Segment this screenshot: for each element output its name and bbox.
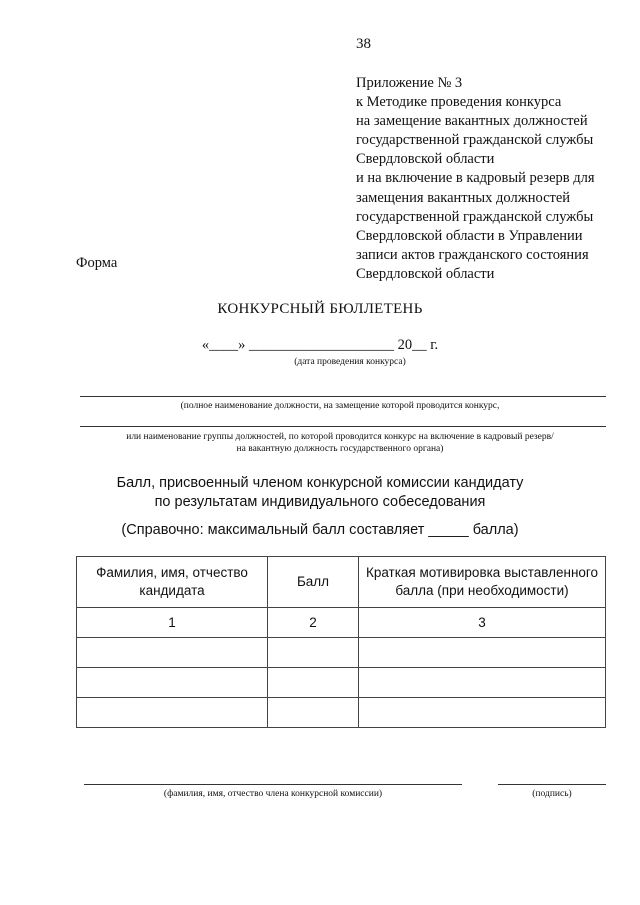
table-cell <box>359 638 606 668</box>
table-cell <box>268 698 359 728</box>
member-name-caption: (фамилия, имя, отчество члена конкурсной комиссии) <box>163 789 383 799</box>
position-caption-2: или наименование группы должностей, по которой проводится конкурс на включение в кадровый резерв/ <box>126 432 554 442</box>
reference-note: (Справочно: максимальный балл составляет _____ балла) <box>121 522 519 538</box>
column-number: 2 <box>268 608 359 638</box>
position-fill-line-2 <box>80 426 606 427</box>
page-number: 38 <box>356 36 371 52</box>
appendix-line: записи актов гражданского состояния <box>356 246 589 263</box>
appendix-line: к Методике проведения конкурса <box>356 94 562 111</box>
heading-line-1: Балл, присвоенный членом конкурсной комиссии кандидату <box>116 475 524 491</box>
table-cell <box>268 638 359 668</box>
appendix-line: Свердловской области <box>356 265 495 282</box>
appendix-line: замещения вакантных должностей <box>356 189 571 206</box>
table-cell <box>268 668 359 698</box>
table-header-row <box>77 557 606 608</box>
position-caption-3: на вакантную должность государственного органа) <box>236 444 444 454</box>
header-candidate-name: Фамилия, имя, отчество кандидата <box>77 557 268 608</box>
position-caption-1: (полное наименование должности, на замещение которой проводится конкурс, <box>180 401 500 411</box>
appendix-line: Свердловской области <box>356 151 495 168</box>
table-row <box>77 698 606 728</box>
column-number: 1 <box>77 608 268 638</box>
appendix-line: на замещение вакантных должностей <box>356 113 588 130</box>
table-cell <box>359 668 606 698</box>
signature-line <box>498 784 606 785</box>
document-title: КОНКУРСНЫЙ БЮЛЛЕТЕНЬ <box>217 301 423 317</box>
header-motivation: Краткая мотивировка выставленного балла (при необходимости) <box>359 557 606 608</box>
header-score: Балл <box>268 557 359 608</box>
table-cell <box>77 668 268 698</box>
section-heading <box>0 474 640 511</box>
signature-caption: (подпись) <box>532 789 572 799</box>
table-cell <box>77 698 268 728</box>
column-number-row <box>77 608 606 638</box>
table-cell <box>77 638 268 668</box>
heading-line-2: по результатам индивидуального собеседования <box>154 493 486 510</box>
appendix-line: Приложение № 3 <box>356 75 463 91</box>
form-label: Форма <box>76 255 118 271</box>
table-row <box>77 668 606 698</box>
date-line: «____» ____________________ 20__ г. <box>201 337 439 353</box>
appendix-line: Свердловской области в Управлении <box>356 227 583 244</box>
table-cell <box>359 698 606 728</box>
position-fill-line-1 <box>80 396 606 397</box>
appendix-block <box>356 74 636 284</box>
member-name-line <box>84 784 462 785</box>
table-row <box>77 638 606 668</box>
appendix-line: государственной гражданской службы <box>356 208 594 225</box>
date-caption: (дата проведения конкурса) <box>294 357 406 367</box>
appendix-line: и на включение в кадровый резерв для <box>356 170 595 187</box>
column-number: 3 <box>359 608 606 638</box>
appendix-line: государственной гражданской службы <box>356 132 594 149</box>
ballot-table <box>76 556 606 728</box>
